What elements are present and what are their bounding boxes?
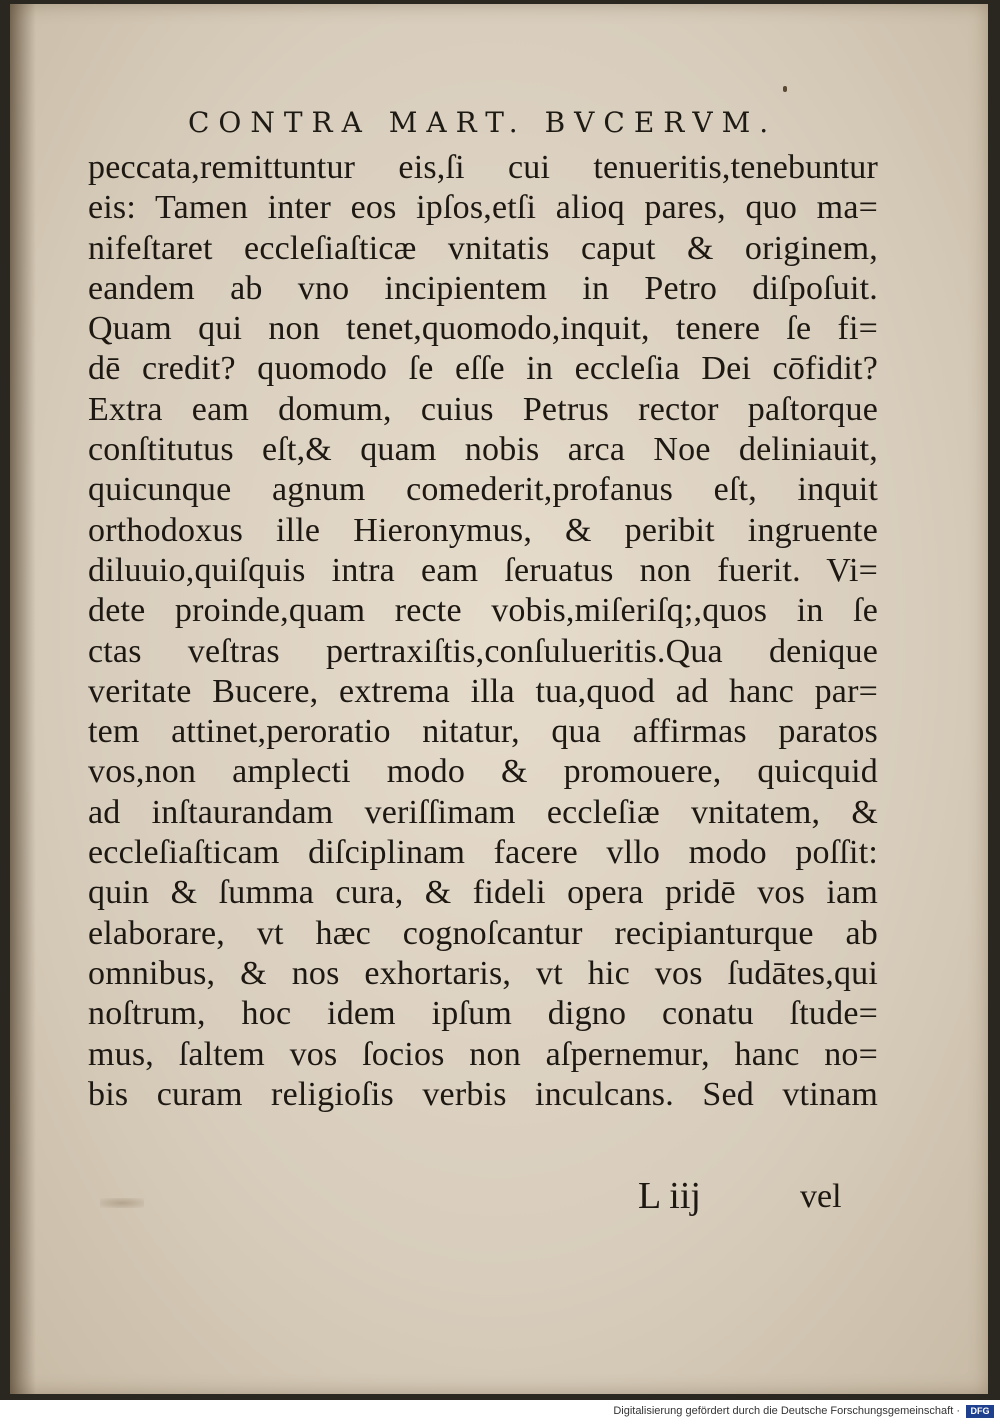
text-line: eandem ab vno incipientem in Petro diſpoſuit.	[88, 269, 878, 307]
text-line: omnibus, & nos exhortaris, vt hic vos ſudātes,qui	[88, 954, 878, 992]
text-block	[88, 148, 878, 1115]
text-line: eis: Tamen inter eos ipſos,etſi alioq pares, quo ma=	[88, 189, 878, 227]
text-line: quicunque agnum comederit,profanus eſt, inquit	[88, 471, 878, 509]
text-line: ad inſtaurandam veriſſimam eccleſiæ vnitatem, &	[88, 793, 878, 831]
text-line: vos,non amplecti modo & promouere, quicquid	[88, 753, 878, 791]
text-line: Quam qui non tenet,quomodo,inquit, tenere ſe fi=	[88, 310, 878, 348]
text-line: elaborare, vt hæc cognoſcantur recipianturque ab	[88, 914, 878, 952]
text-line: dē credit? quomodo ſe eſſe in eccleſia Dei cōfidit?	[88, 350, 878, 388]
text-line: Extra eam domum, cuius Petrus rector paſtorque	[88, 390, 878, 428]
text-line: quin & ſumma cura, & fideli opera pridē vos iam	[88, 874, 878, 912]
text-line: dete proinde,quam recte vobis,miſeriſq;,quos in ſe	[88, 592, 878, 630]
text-line: nifeſtaret eccleſiaſticæ vnitatis caput & originem,	[88, 229, 878, 267]
text-line: peccata,remittuntur eis,ſi cui tenueritis,tenebuntur	[88, 149, 878, 186]
text-line: ctas veſtras pertraxiſtis,conſulueritis.Qua denique	[88, 632, 878, 670]
dfg-logo: DFG	[966, 1405, 994, 1418]
text-line: diluuio,quiſquis intra eam ſeruatus non fuerit. Vi=	[88, 551, 878, 589]
catchword: vel	[800, 1178, 842, 1215]
ink-smudge	[100, 1198, 144, 1208]
text-line: tem attinet,peroratio nitatur, qua affirmas paratos	[88, 713, 878, 751]
text-line: noſtrum, hoc idem ipſum digno conatu ſtude=	[88, 995, 878, 1033]
signature-mark: L iij	[638, 1175, 701, 1217]
ink-speck	[783, 86, 787, 92]
text-line: mus, ſaltem vos ſocios non aſpernemur, hanc no=	[88, 1035, 878, 1073]
footer-bar	[0, 1400, 1000, 1424]
running-head: CONTRA MART. BVCERVM.	[188, 106, 778, 139]
text-line: bis curam religioſis verbis inculcans. Sed vtinam	[88, 1075, 878, 1113]
text-line: orthodoxus ille Hieronymus, & peribit ingruente	[88, 511, 878, 549]
book-page	[10, 4, 988, 1394]
funding-credit: Digitalisierung gefördert durch die Deutsche Forschungsgemeinschaft ·	[613, 1405, 960, 1417]
spine-shadow	[10, 4, 36, 1394]
text-line: eccleſiaſticam diſciplinam facere vllo modo poſſit:	[88, 834, 878, 872]
text-line: conſtitutus eſt,& quam nobis arca Noe deliniauit,	[88, 431, 878, 469]
text-line: veritate Bucere, extrema illa tua,quod ad hanc par=	[88, 672, 878, 710]
